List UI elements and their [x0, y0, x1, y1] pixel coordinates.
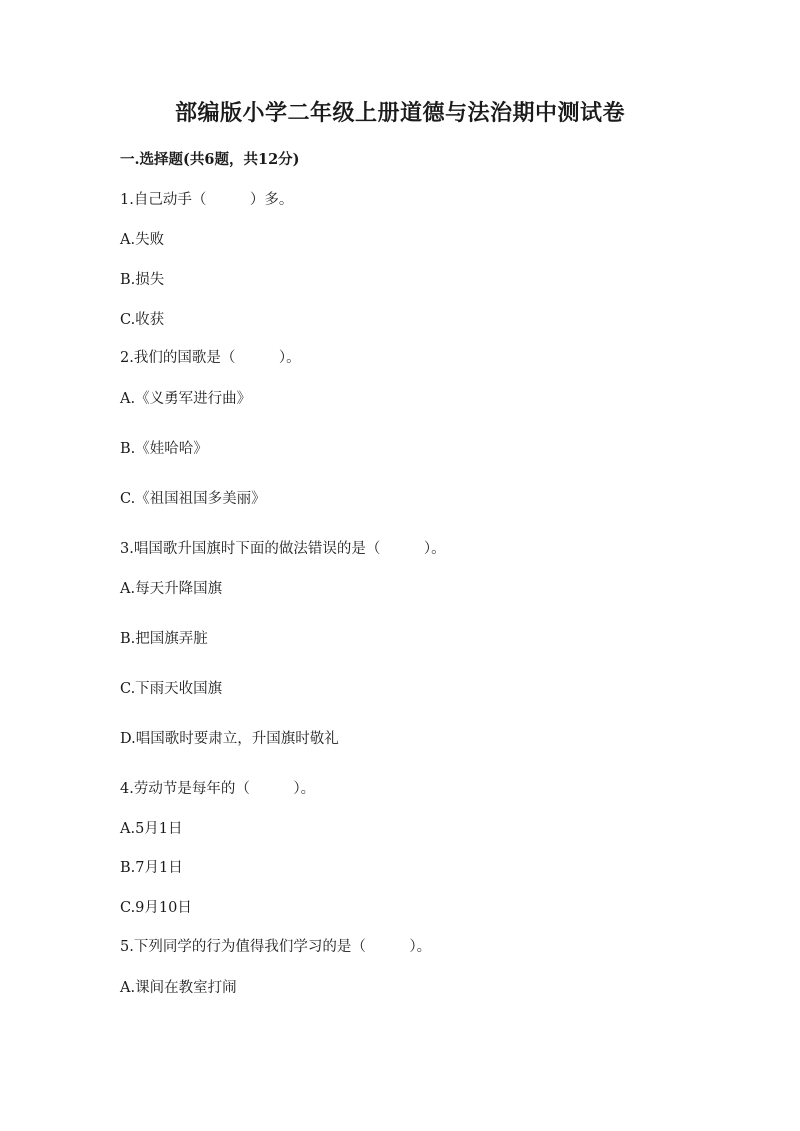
- section-header: 一.选择题(共6题，共12分): [120, 151, 300, 168]
- question-option: A.课间在教室打闹: [120, 980, 237, 996]
- page-title: 部编版小学二年级上册道德与法治期中测试卷: [174, 100, 625, 126]
- question-option: A.失败: [120, 232, 165, 248]
- question-option: A.《义勇军进行曲》: [120, 391, 252, 407]
- question-stem: 4.劳动节是每年的（ ）。: [120, 781, 316, 797]
- question-stem: 3.唱国歌升国旗时下面的做法错误的是（ ）。: [120, 541, 446, 557]
- question-option: C.下雨天收国旗: [120, 681, 223, 697]
- question-option: A.5月1日: [120, 821, 183, 837]
- question-option: C.收获: [120, 312, 165, 328]
- question-option: B.损失: [120, 272, 165, 288]
- question-option: B.7月1日: [120, 860, 183, 876]
- question-option: C.《祖国祖国多美丽》: [120, 491, 266, 507]
- question-option: C.9月10日: [120, 900, 192, 916]
- question-option: D.唱国歌时要肃立，升国旗时敬礼: [120, 731, 339, 747]
- question-option: B.《娃哈哈》: [120, 441, 208, 457]
- question-stem: 5.下列同学的行为值得我们学习的是（ ）。: [120, 939, 432, 955]
- question-option: A.每天升降国旗: [120, 581, 223, 597]
- question-stem: 1.自己动手（ ）多。: [120, 192, 294, 208]
- question-option: B.把国旗弄脏: [120, 631, 208, 647]
- question-stem: 2.我们的国歌是（ ）。: [120, 350, 301, 366]
